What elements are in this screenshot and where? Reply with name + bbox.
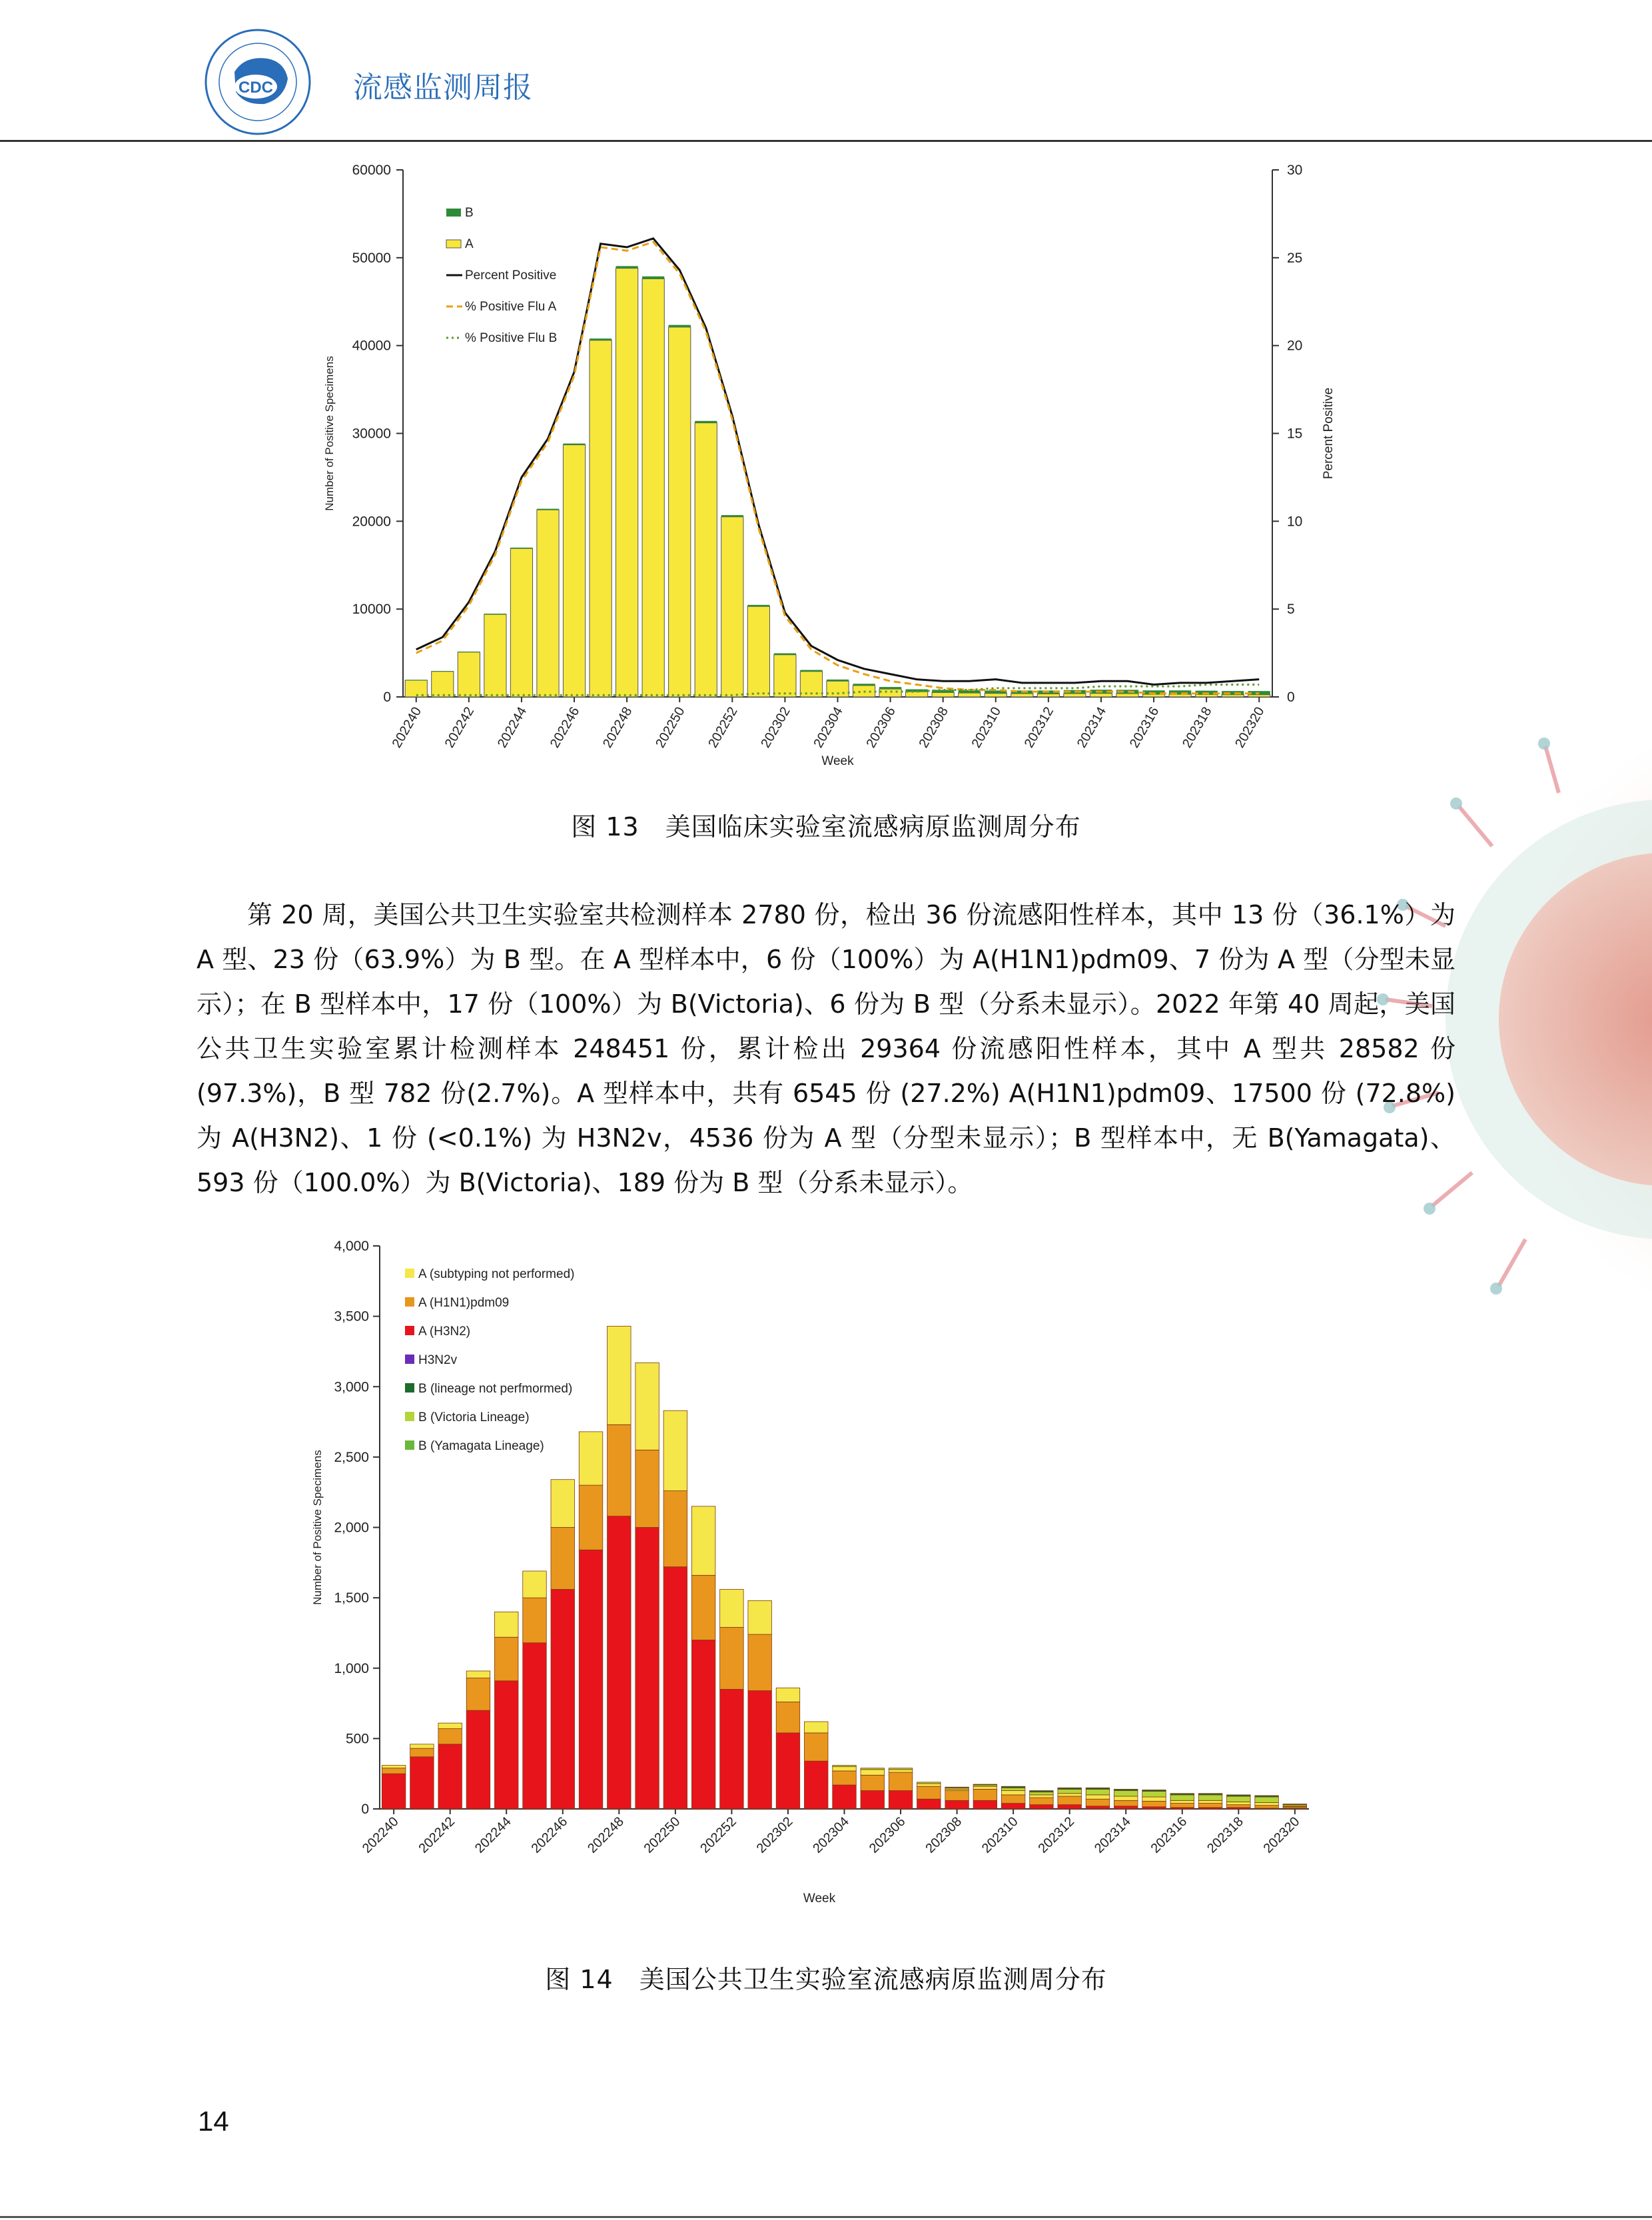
x-tick-label: 202244 [472, 1814, 514, 1856]
cdc-logo-icon [195, 25, 321, 139]
bar-a-subtyping-not-performed- [1170, 1800, 1194, 1803]
bar-flu-b [853, 684, 875, 686]
bar-flu-b [800, 670, 822, 672]
legend-swatch [405, 1440, 414, 1450]
bar-a-subtyping-not-performed- [1058, 1794, 1082, 1796]
bar-a-subtyping-not-performed- [1114, 1796, 1138, 1800]
bar-b-lineage-not-perfmormed- [945, 1787, 969, 1788]
bar-a-subtyping-not-performed- [635, 1363, 659, 1450]
bar-a-h3n2- [973, 1800, 997, 1809]
bar-a-h3n2- [1001, 1804, 1025, 1809]
bar-flu-a [695, 423, 717, 697]
bar-a-subtyping-not-performed- [382, 1766, 406, 1768]
bar-a-h3n2- [551, 1589, 575, 1809]
bar-a-subtyping-not-performed- [1086, 1795, 1110, 1799]
legend-swatch [405, 1297, 414, 1307]
legend-label: % Positive Flu B [465, 331, 558, 345]
x-tick-label: 202250 [653, 704, 688, 751]
bar-flu-a [1142, 694, 1164, 697]
x-tick-label: 202252 [705, 704, 741, 751]
y-tick-label: 4,000 [334, 1239, 369, 1254]
bar-a-subtyping-not-performed- [804, 1722, 828, 1733]
y-tick-label: 500 [345, 1731, 369, 1747]
bar-a-subtyping-not-performed- [889, 1770, 913, 1772]
bar-b-lineage-not-perfmormed- [1255, 1796, 1279, 1797]
y-tick-label: 20000 [352, 514, 391, 530]
bar-a-h1n1-pdm09 [691, 1575, 715, 1640]
bar-a-h1n1-pdm09 [608, 1424, 631, 1516]
bar-flu-a [774, 655, 796, 697]
bar-b-lineage-not-perfmormed- [1086, 1788, 1110, 1789]
bar-a-h3n2- [1114, 1806, 1138, 1809]
bar-b-lineage-not-perfmormed- [1114, 1789, 1138, 1790]
bar-flu-a [484, 614, 506, 697]
bar-flu-b [774, 653, 796, 654]
bar-b-victoria-lineage- [917, 1782, 941, 1784]
bar-b-lineage-not-perfmormed- [1198, 1794, 1222, 1795]
bar-flu-b [695, 421, 717, 423]
x-tick-label: 202304 [811, 704, 846, 751]
bar-a-h1n1-pdm09 [889, 1772, 913, 1790]
x-tick-label: 202302 [758, 704, 793, 751]
bar-flu-a [827, 681, 849, 697]
bar-a-h3n2- [833, 1785, 857, 1809]
bar-flu-a [616, 269, 638, 697]
x-tick-label: 202318 [1204, 1814, 1246, 1856]
bar-flu-a [1222, 695, 1244, 697]
bar-b-victoria-lineage- [1198, 1795, 1222, 1800]
bar-a-h1n1-pdm09 [861, 1775, 885, 1790]
y2-tick-label: 20 [1287, 338, 1303, 354]
x-tick-label: 202252 [697, 1814, 739, 1856]
bar-flu-a [985, 694, 1007, 697]
x-tick-label: 202316 [1148, 1814, 1190, 1856]
y-tick-label: 40000 [352, 338, 391, 354]
bar-flu-b [642, 277, 664, 279]
x-tick-label: 202320 [1232, 704, 1268, 751]
legend-label: A (H3N2) [418, 1325, 471, 1339]
legend-label: B (Yamagata Lineage) [418, 1439, 544, 1453]
bar-a-subtyping-not-performed- [1198, 1800, 1222, 1803]
x-tick-label: 202312 [1035, 1814, 1078, 1856]
bar-flu-a [1090, 694, 1112, 697]
bar-a-h3n2- [663, 1567, 687, 1809]
bar-b-victoria-lineage- [1114, 1791, 1138, 1796]
bar-a-h1n1-pdm09 [410, 1748, 434, 1757]
bar-a-h3n2- [691, 1640, 715, 1810]
bar-flu-a [1196, 694, 1218, 697]
bar-a-h1n1-pdm09 [382, 1768, 406, 1774]
x-tick-label: 202314 [1074, 704, 1110, 751]
legend-swatch [405, 1383, 414, 1392]
bar-a-h1n1-pdm09 [748, 1634, 772, 1691]
bar-flu-a [563, 445, 585, 697]
y-tick-label: 10000 [352, 602, 391, 618]
bar-a-subtyping-not-performed- [1030, 1795, 1054, 1798]
figure-13-caption: 图 13 美国临床实验室流感病原监测周分布 [571, 812, 1081, 841]
y-tick-label: 2,500 [334, 1449, 369, 1465]
bar-a-subtyping-not-performed- [466, 1671, 490, 1678]
bar-flu-a [432, 672, 454, 697]
x-tick-label: 202306 [863, 704, 899, 751]
bar-a-subtyping-not-performed- [551, 1480, 575, 1528]
x-tick-label: 202316 [1126, 704, 1162, 751]
bar-flu-b [879, 687, 901, 689]
x-tick-label: 202320 [1260, 1814, 1303, 1856]
y-tick-label: 60000 [352, 163, 391, 178]
body-paragraph [197, 893, 1455, 1205]
legend-swatch [405, 1326, 414, 1335]
bar-b-victoria-lineage- [1058, 1789, 1082, 1793]
logo-text: CDC [238, 79, 273, 97]
paragraph-text: 第 20 周，美国公共卫生实验室共检测样本 2780 份，检出 36 份流感阳性样本，其中 13 份（36.1%）为 A 型、23 份（63.9%）为 B 型。在 A 型样本中，6 份（100%）为 A(H1N1)pdm09、7 份为 A 型（分型未显示）；在 B 型样本中，17 份（100%）为 B(Victoria)、6 份为 B 型（分系未显示）。2022 年第 40 周起，美国公共卫生实验室累计检测样本 248451 份，累计检出 29364 份流感阳性样本，其中 A 型共 28582 份(97.3%)，B 型 782 份(2.7%)。A 型样本中，共有 6545 份 (27.2%) A(H1N1)pdm09、17500 份 (72.8%) 为 A(H3N2)、1 份 (<0.1%) 为 H3N2v，4536 份为 A 型（分型未显示）；B 型样本中，无 B(Yamagata)、593 份（100.0%）为 B(Victoria)、189 份为 B 型（分系未显示）。 [197, 900, 1455, 1197]
bar-flu-a [1116, 694, 1138, 697]
bar-flu-a [642, 278, 664, 697]
bar-b-victoria-lineage- [833, 1766, 857, 1767]
x-tick-label: 202240 [359, 1814, 402, 1856]
bar-a-h3n2- [382, 1774, 406, 1809]
x-tick-label: 202246 [547, 704, 583, 751]
footer-divider [0, 2216, 1652, 2218]
page-header [0, 0, 1652, 143]
bar-b-victoria-lineage- [1142, 1792, 1166, 1797]
bar-flu-a [959, 693, 981, 697]
bar-a-h3n2- [635, 1528, 659, 1810]
bar-b-lineage-not-perfmormed- [1170, 1794, 1194, 1795]
bar-a-h3n2- [1058, 1805, 1082, 1809]
bar-a-h1n1-pdm09 [466, 1678, 490, 1711]
bar-a-h3n2- [523, 1643, 547, 1809]
bar-a-subtyping-not-performed- [438, 1723, 462, 1728]
header-title: 流感监测周报 [353, 71, 533, 105]
bar-a-h1n1-pdm09 [1170, 1804, 1194, 1808]
y2-tick-label: 10 [1287, 514, 1303, 530]
legend-swatch [405, 1269, 414, 1278]
bar-a-h1n1-pdm09 [1198, 1804, 1222, 1808]
bar-a-subtyping-not-performed- [1255, 1802, 1279, 1805]
bar-flu-a [590, 340, 612, 697]
bar-flu-b [563, 444, 585, 445]
bar-a-h1n1-pdm09 [663, 1491, 687, 1567]
bar-a-subtyping-not-performed- [833, 1767, 857, 1771]
bar-a-subtyping-not-performed- [1227, 1802, 1251, 1804]
bar-a-h3n2- [1142, 1807, 1166, 1809]
y-tick-label: 1,500 [334, 1590, 369, 1606]
legend-label: B (Victoria Lineage) [418, 1410, 530, 1424]
bar-a-h3n2- [748, 1691, 772, 1809]
x-tick-label: 202242 [442, 704, 478, 751]
bar-flu-a [1011, 694, 1033, 697]
bar-a-subtyping-not-performed- [608, 1326, 631, 1424]
y2-tick-label: 30 [1287, 163, 1303, 178]
legend-label: A (H1N1)pdm09 [418, 1296, 510, 1310]
bar-a-h1n1-pdm09 [1142, 1801, 1166, 1806]
header-divider [0, 140, 1652, 142]
x-tick-label: 202308 [916, 704, 952, 751]
bar-b-lineage-not-perfmormed- [1058, 1788, 1082, 1789]
legend-swatch [405, 1355, 414, 1364]
legend-label: A (subtyping not performed) [418, 1267, 575, 1281]
x-tick-label: 202302 [753, 1814, 796, 1856]
bar-b-victoria-lineage- [1001, 1788, 1025, 1790]
x-tick-label: 202248 [585, 1814, 627, 1856]
bar-a-subtyping-not-performed- [1001, 1791, 1025, 1795]
bar-a-h3n2- [720, 1689, 744, 1809]
bar-a-h1n1-pdm09 [804, 1733, 828, 1761]
bar-a-h1n1-pdm09 [917, 1786, 941, 1799]
legend-swatch-a [446, 240, 461, 248]
x-tick-label: 202314 [1092, 1814, 1134, 1856]
bar-b-victoria-lineage- [1170, 1795, 1194, 1800]
x-tick-label: 202240 [389, 704, 425, 751]
page-number: 14 [198, 2105, 229, 2137]
bar-flu-b [906, 690, 928, 692]
bar-flu-a [906, 692, 928, 697]
bar-a-subtyping-not-performed- [720, 1589, 744, 1627]
bar-flu-a [879, 689, 901, 697]
x-tick-label: 202308 [923, 1814, 965, 1856]
bar-a-h1n1-pdm09 [1030, 1798, 1054, 1805]
bar-a-h1n1-pdm09 [1255, 1806, 1279, 1808]
legend-swatch-b [446, 209, 461, 217]
bar-a-h3n2- [438, 1744, 462, 1809]
bar-flu-b [747, 605, 769, 606]
bar-a-subtyping-not-performed- [410, 1744, 434, 1748]
bar-flu-a [1064, 694, 1086, 697]
bar-a-subtyping-not-performed- [861, 1770, 885, 1775]
bar-a-subtyping-not-performed- [494, 1612, 518, 1637]
bar-a-h3n2- [494, 1681, 518, 1809]
x-tick-label: 202312 [1021, 704, 1057, 751]
x-tick-label: 202246 [528, 1814, 571, 1856]
x-tick-label: 202306 [866, 1814, 909, 1856]
y2-tick-label: 25 [1287, 250, 1303, 266]
y2-tick-label: 0 [1287, 690, 1295, 705]
bar-flu-b [616, 266, 638, 268]
y-tick-label: 3,000 [334, 1379, 369, 1395]
legend-label: H3N2v [418, 1353, 458, 1367]
legend-label: B (lineage not perfmormed) [418, 1382, 573, 1396]
bar-a-h3n2- [776, 1733, 800, 1809]
bar-a-h1n1-pdm09 [776, 1702, 800, 1732]
clinical-lab-chart [293, 147, 1359, 786]
bar-b-lineage-not-perfmormed- [1227, 1795, 1251, 1796]
bar-a-h1n1-pdm09 [1058, 1796, 1082, 1805]
y-tick-label: 30000 [352, 426, 391, 442]
x-tick-label: 202248 [600, 704, 635, 751]
bar-a-h1n1-pdm09 [1227, 1805, 1251, 1808]
bar-b-lineage-not-perfmormed- [973, 1784, 997, 1785]
bar-a-h1n1-pdm09 [635, 1450, 659, 1527]
y2-tick-label: 5 [1287, 602, 1295, 618]
x-axis-title: Week [821, 754, 854, 768]
bar-flu-a [510, 548, 532, 697]
legend-label: A [465, 237, 474, 251]
y-axis-title: Number of Positive Specimens [311, 1450, 324, 1605]
bar-a-h3n2- [410, 1757, 434, 1809]
bar-a-h3n2- [1030, 1805, 1054, 1809]
bar-a-h1n1-pdm09 [523, 1598, 547, 1643]
bar-a-subtyping-not-performed- [523, 1571, 547, 1598]
bar-a-subtyping-not-performed- [1142, 1797, 1166, 1801]
bar-a-h3n2- [1086, 1806, 1110, 1809]
x-tick-label: 202244 [494, 704, 530, 751]
bar-flu-b [827, 680, 849, 681]
bar-flu-a [537, 510, 559, 697]
bar-b-victoria-lineage- [1255, 1797, 1279, 1802]
y2-axis-title: Percent Positive [1322, 387, 1336, 480]
bar-b-lineage-not-perfmormed- [1030, 1791, 1054, 1792]
bar-a-h1n1-pdm09 [1114, 1800, 1138, 1806]
y-tick-label: 2,000 [334, 1520, 369, 1536]
bar-flu-a [669, 327, 691, 697]
bar-b-lineage-not-perfmormed- [1283, 1804, 1307, 1805]
bar-flu-b [432, 671, 454, 672]
bar-a-subtyping-not-performed- [691, 1506, 715, 1576]
bar-a-h1n1-pdm09 [438, 1729, 462, 1744]
bar-b-victoria-lineage- [1227, 1796, 1251, 1802]
x-tick-label: 202250 [641, 1814, 683, 1856]
x-tick-label: 202310 [979, 1814, 1021, 1856]
bar-a-subtyping-not-performed- [973, 1786, 997, 1789]
bar-flu-b [590, 338, 612, 340]
y-tick-label: 0 [361, 1802, 369, 1817]
bar-a-h3n2- [804, 1761, 828, 1809]
bar-a-h1n1-pdm09 [579, 1485, 603, 1550]
bar-flu-a [1037, 694, 1059, 697]
bar-b-victoria-lineage- [861, 1768, 885, 1770]
bar-b-victoria-lineage- [1030, 1792, 1054, 1795]
legend-swatch [405, 1412, 414, 1421]
bar-a-h3n2- [889, 1791, 913, 1809]
bar-a-subtyping-not-performed- [917, 1784, 941, 1786]
bar-b-lineage-not-perfmormed- [1001, 1786, 1025, 1788]
bar-flu-a [747, 606, 769, 697]
x-tick-label: 202304 [810, 1814, 853, 1856]
y-tick-label: 50000 [352, 250, 391, 266]
public-health-lab-chart [293, 1216, 1359, 1922]
x-axis-title: Week [803, 1892, 836, 1906]
bar-a-h1n1-pdm09 [720, 1627, 744, 1689]
x-tick-label: 202242 [416, 1814, 458, 1856]
bar-a-h1n1-pdm09 [945, 1791, 969, 1801]
bar-a-subtyping-not-performed- [748, 1600, 772, 1634]
bar-b-victoria-lineage- [1086, 1789, 1110, 1794]
bar-a-h3n2- [917, 1799, 941, 1809]
bar-a-h1n1-pdm09 [833, 1771, 857, 1785]
bar-a-h3n2- [466, 1710, 490, 1809]
bar-a-subtyping-not-performed- [579, 1432, 603, 1485]
bar-flu-a [1248, 695, 1270, 697]
x-tick-label: 202318 [1180, 704, 1215, 751]
bar-a-h3n2- [608, 1516, 631, 1809]
bar-a-h1n1-pdm09 [973, 1789, 997, 1800]
y-tick-label: 3,500 [334, 1309, 369, 1325]
legend-label: B [465, 206, 474, 220]
bar-b-lineage-not-perfmormed- [1142, 1790, 1166, 1791]
bar-a-h1n1-pdm09 [1001, 1795, 1025, 1804]
legend-label: Percent Positive [465, 269, 557, 282]
legend-label: % Positive Flu A [465, 300, 557, 314]
bar-flu-b [537, 509, 559, 510]
bar-a-h1n1-pdm09 [494, 1637, 518, 1680]
y-tick-label: 0 [383, 690, 391, 705]
bar-a-h1n1-pdm09 [1086, 1799, 1110, 1806]
bar-flu-a [932, 692, 954, 697]
bar-flu-b [669, 325, 691, 327]
y-axis-title: Number of Positive Specimens [323, 356, 336, 511]
x-tick-label: 202310 [969, 704, 1005, 751]
bar-a-h3n2- [945, 1800, 969, 1809]
bar-b-victoria-lineage- [889, 1768, 913, 1770]
bar-flu-a [458, 652, 480, 697]
bar-a-subtyping-not-performed- [776, 1688, 800, 1702]
bar-flu-a [405, 680, 427, 697]
bar-flu-b [721, 515, 743, 517]
bar-flu-a [1169, 694, 1191, 697]
y-tick-label: 1,000 [334, 1660, 369, 1676]
bar-a-h3n2- [861, 1791, 885, 1809]
bar-a-h1n1-pdm09 [551, 1528, 575, 1590]
bar-a-h3n2- [579, 1550, 603, 1809]
y2-tick-label: 15 [1287, 426, 1303, 442]
bar-flu-a [721, 517, 743, 697]
figure-14-caption: 图 14 美国公共卫生实验室流感病原监测周分布 [545, 1965, 1107, 1994]
bar-a-subtyping-not-performed- [663, 1410, 687, 1490]
